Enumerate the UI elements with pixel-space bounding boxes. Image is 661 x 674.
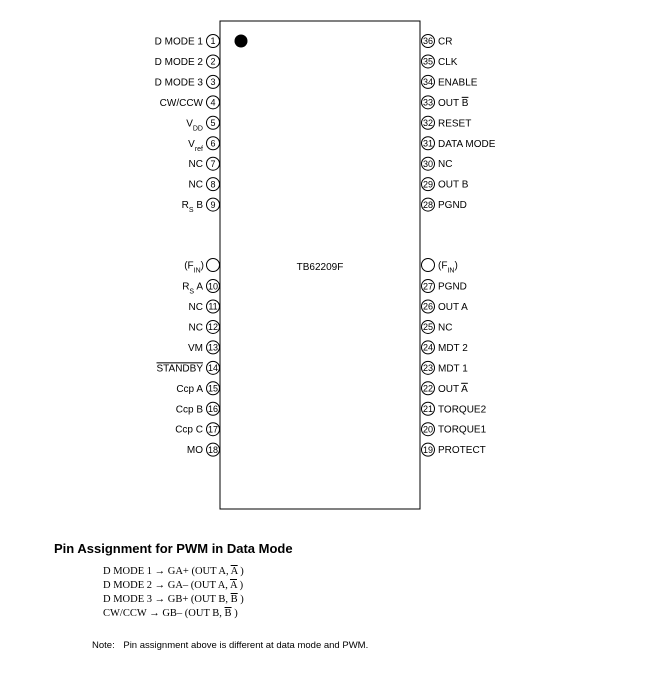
pin-22-number: 22 [422,383,434,394]
mapping-arrow: → [146,608,163,619]
mapping-arrow: → [152,566,168,577]
pin-3 [155,75,220,88]
mapping-pin: D MODE 2 [103,580,152,591]
pin-10-number: 10 [207,281,219,292]
pin-33-number: 33 [422,97,434,108]
pin-29-number: 29 [422,179,434,190]
pin-36-number: 36 [422,36,434,47]
pin-32-number: 32 [422,118,434,128]
pin-23-label: MDT 1 [438,363,468,375]
pin-17 [175,423,219,436]
mapping-line [103,565,244,579]
pin-29-label: OUT B [438,179,469,191]
pin-24 [422,341,469,354]
pin-11-label: NC [188,302,203,313]
mapping-target: GA– [167,580,191,591]
pin-11-number: 11 [208,301,218,312]
pin-2 [155,55,220,68]
mapping-pin: D MODE 1 [103,566,152,577]
pin-5 [186,116,219,132]
mapping-pin: CW/CCW [103,608,147,619]
pin-30-number: 30 [422,158,434,169]
pin-8-label: NC [188,179,203,191]
pin-9-label: $R_S$ B [181,200,203,214]
mapping-out: (OUT A, [190,580,230,591]
pin-20-label: TORQUE1 [438,424,487,436]
mapping-close: ) [237,566,244,577]
pin-29 [422,178,469,191]
mapping-target: GB+ [167,594,191,605]
pin-31 [422,137,496,150]
pin-14 [157,361,220,374]
pin1-marker-dot [235,35,248,48]
mapping-close: ) [237,580,244,591]
pin-19-label: PROTECT [438,445,486,457]
pin-36-label: CR [438,36,453,48]
fin-right [422,259,458,275]
pin-6-number: 6 [210,138,216,149]
pin-2-label: D MODE 2 [154,56,203,68]
pin-25-label: NC [438,322,453,334]
right-pin-column [422,35,496,457]
fin-left-label: $(F_{IN})$ [184,260,204,274]
pin-23 [422,361,469,374]
pin-36 [422,35,453,48]
pin-1 [155,35,220,48]
pin-7-label: NC [188,159,203,171]
pin-20 [422,423,487,436]
pin-35-number: 35 [422,56,434,67]
mapping-line [103,579,244,593]
pin-32 [422,116,472,129]
pin-18 [187,443,220,456]
pin-35 [422,55,458,68]
pin-12-number: 12 [207,322,219,333]
pin-4-label: CW/CCW [159,97,203,109]
pin-28 [422,198,467,211]
pin-32-label: RESET [438,118,472,130]
pin-22 [422,382,469,395]
pin-19 [422,443,486,456]
pin-33-label: OUT B [438,97,469,109]
mapping-out: (OUT A, [191,566,231,577]
pin-30 [422,157,453,170]
pin-5-label: $V_{DD}$ [186,118,203,132]
pin-31-number: 31 [422,138,434,149]
pin-12-label: NC [188,322,203,334]
pin-11 [189,300,220,313]
pin-8 [189,178,220,191]
pin-34-number: 34 [422,77,434,88]
left-pin-column [155,35,220,457]
pin-27 [422,280,467,293]
pin-17-number: 17 [207,424,219,435]
pin-18-number: 18 [207,444,219,455]
pin-14-number: 14 [207,363,219,374]
mapping-line [103,607,244,621]
fin-left-circle [207,259,220,272]
pin-25-number: 25 [422,322,434,333]
note-label: Note: [92,640,115,651]
mapping-bar: $\overline{B}$ [224,608,232,619]
pin-33 [422,96,469,109]
note-text: Pin assignment above is different at data mode and PWM. [123,640,369,651]
pin-25 [422,320,453,333]
pin-9 [182,198,220,214]
pin-15-label: Ccp A [176,383,203,395]
pin-6-label: $V_{ref}$ [188,138,203,153]
chip-name: TB62209F [296,262,344,273]
pin-27-label: PGND [438,281,467,293]
pin-28-label: PGND [438,200,467,212]
pin-16-number: 16 [207,403,219,414]
pin-5-number: 5 [210,118,216,128]
pin-15 [176,382,219,395]
mapping-out: (OUT B, [190,594,231,605]
pin-1-number: 1 [210,36,216,47]
mapping-bar: $\overline{A}$ [230,566,238,577]
section-heading: Pin Assignment for PWM in Data Mode [54,541,293,556]
mapping-bar: $\overline{B}$ [230,594,238,605]
mapping-pin: D MODE 3 [103,594,152,605]
pin-7 [189,157,220,170]
fin-right-circle [422,259,435,272]
pin-21-label: TORQUE2 [438,404,487,416]
pin-13 [188,341,220,354]
mapping-target: GA+ [167,566,192,577]
pin-19-number: 19 [422,444,434,455]
pin-3-number: 3 [210,77,216,88]
pwm-pin-mapping-list [103,565,244,621]
pin-8-number: 8 [210,179,216,190]
pin-10 [182,280,219,296]
pin-28-number: 28 [422,199,434,210]
pin-7-number: 7 [210,158,216,169]
pin-27-number: 27 [422,281,434,292]
mapping-arrow: → [152,580,168,591]
pin-12 [189,320,220,333]
pin-15-number: 15 [207,383,219,394]
pin-20-number: 20 [422,424,434,435]
mapping-line [103,593,244,607]
pin-9-number: 9 [210,199,216,210]
pin-26-number: 26 [422,301,434,312]
pin-21-number: 21 [422,403,434,414]
pin-34-label: ENABLE [438,77,478,89]
mapping-close: ) [237,594,244,605]
pin-34 [422,75,478,88]
pin-26 [422,300,469,313]
pin-16-label: Ccp B [175,404,203,416]
mapping-target: GB– [162,608,185,619]
pin-14-label: STANDBY [156,363,203,375]
mapping-out: (OUT B, [184,608,225,619]
mapping-arrow: → [152,594,168,605]
mapping-close: ) [231,608,238,619]
note [92,640,368,651]
fin-right-label: $(F_{IN})$ [438,260,458,274]
pin-1-label: D MODE 1 [154,36,203,48]
pin-13-label: VM [188,342,203,354]
pin-24-label: MDT 2 [438,342,468,354]
pin-35-label: CLK [438,56,458,68]
pin-2-number: 2 [210,56,216,67]
mapping-bar: $\overline{A}$ [229,580,237,591]
pin-18-label: MO [186,445,203,457]
pin-30-label: NC [438,159,453,171]
pin-16 [176,402,220,415]
pin-3-label: D MODE 3 [154,77,203,89]
pin-21 [422,402,487,415]
pin-24-number: 24 [422,342,434,353]
pin-4-number: 4 [210,97,216,108]
pin-6 [188,137,219,153]
pin-4 [160,96,220,109]
fin-left [184,259,219,275]
pin-22-label: OUT A [438,383,468,395]
pin-10-label: $R_S$ A [182,281,203,296]
pin-23-number: 23 [422,363,434,374]
pin-17-label: Ccp C [175,424,203,436]
pin-26-label: OUT A [438,302,468,313]
pin-31-label: DATA MODE [438,138,496,150]
pin-13-number: 13 [207,342,219,353]
